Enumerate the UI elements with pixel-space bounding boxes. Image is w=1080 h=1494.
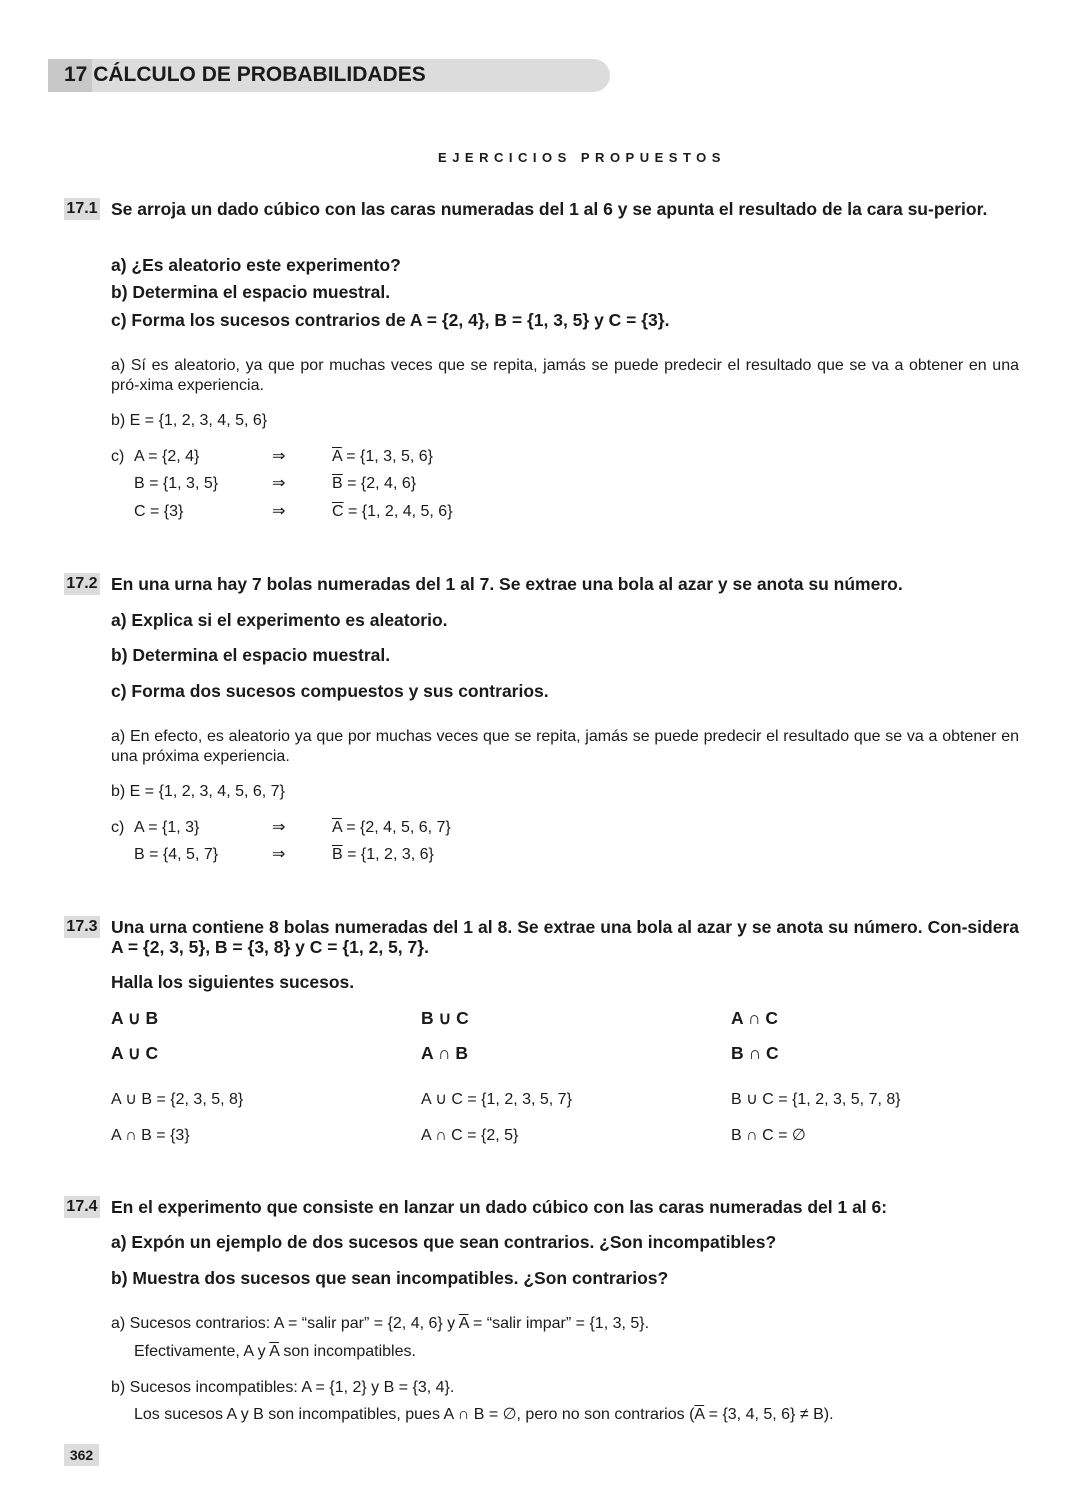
complement-symbol: $\overline{A}$ <box>269 1343 279 1360</box>
complement-symbol: $\overline{B}$ <box>332 475 343 492</box>
answer-b: b) Sucesos incompatibles: A = {1, 2} y B = {3, 4}. <box>111 1379 455 1396</box>
implies-arrow: ⇒ <box>272 846 286 863</box>
set-result: A ∪ B = {2, 3, 5, 8} <box>111 1091 244 1108</box>
answer-a <box>111 1314 649 1334</box>
exercise-statement: Se arroja un dado cúbico con las caras numeradas del 1 al 6 y se apunta el resultado de la cara su-perior. <box>111 199 988 219</box>
set-definition: A = {2, 4} <box>134 448 200 465</box>
answer-text: = {3, 4, 5, 6} ≠ B). <box>704 1406 834 1423</box>
answer-text: a) Sucesos contrarios: A = “salir par” = {2, 4, 6} y <box>111 1315 459 1332</box>
complement-symbol: $\overline{C}$ <box>332 503 344 520</box>
implies-arrow: ⇒ <box>272 448 286 465</box>
complement-value: = {1, 2, 4, 5, 6} <box>343 503 453 520</box>
set-result: B ∩ C = ∅ <box>731 1127 806 1144</box>
exercise-number: 17.4 <box>64 1196 100 1218</box>
set-operation: A ∪ C <box>111 1043 159 1063</box>
question-b: b) Determina el espacio muestral. <box>111 645 391 665</box>
answer-b-conclusion <box>134 1405 834 1425</box>
instruction: Halla los siguientes sucesos. <box>111 972 355 992</box>
implies-arrow: ⇒ <box>272 503 286 520</box>
exercise-number: 17.2 <box>64 573 100 595</box>
set-result: A ∪ C = {1, 2, 3, 5, 7} <box>421 1091 572 1108</box>
complement-set <box>332 474 416 494</box>
question-b: b) Determina el espacio muestral. <box>111 282 391 302</box>
set-operation: B ∩ C <box>731 1043 779 1063</box>
question-c: c) Forma dos sucesos compuestos y sus contrarios. <box>111 681 549 701</box>
complement-symbol: $\overline{A}$ <box>332 448 342 465</box>
question-a: a) Explica si el experimento es aleatorio. <box>111 610 448 630</box>
exercise-statement: Una urna contiene 8 bolas numeradas del 1 al 8. Se extrae una bola al azar y se anota su número. Con-sidera A = {2, 3, 5}, B = {3, 8} y C = {1, 2, 5, 7}. <box>111 917 1019 957</box>
answer-text: Efectivamente, A y <box>134 1343 270 1360</box>
exercise-statement: En una urna hay 7 bolas numeradas del 1 al 7. Se extrae una bola al azar y se anota su número. <box>111 574 903 594</box>
implies-arrow: ⇒ <box>272 819 286 836</box>
exercise-statement: En el experimento que consiste en lanzar un dado cúbico con las caras numeradas del 1 al 6: <box>111 1197 888 1217</box>
question-a: a) ¿Es aleatorio este experimento? <box>111 255 401 275</box>
exercise-number: 17.1 <box>64 198 100 220</box>
set-result: B ∪ C = {1, 2, 3, 5, 7, 8} <box>731 1091 901 1108</box>
answer-text: = “salir impar” = {1, 3, 5}. <box>468 1315 650 1332</box>
answer-b: b) E = {1, 2, 3, 4, 5, 6} <box>111 412 268 429</box>
complement-value: = {2, 4, 6} <box>342 475 417 492</box>
complement-symbol: $\overline{A}$ <box>694 1406 705 1423</box>
set-definition: A = {1, 3} <box>134 819 200 836</box>
implies-arrow: ⇒ <box>272 475 286 492</box>
answer-text: Los sucesos A y B son incompatibles, pues A ∩ B = ∅, pero no son contrarios ( <box>134 1406 695 1423</box>
complement-symbol: $\overline{A}$ <box>458 1315 469 1332</box>
question-a: a) Expón un ejemplo de dos sucesos que sean contrarios. ¿Son incompatibles? <box>111 1232 777 1252</box>
answer-a: a) En efecto, es aleatorio ya que por muchas veces que se repita, jamás se puede predecir el resultado que se va a obtener en una próxima experiencia. <box>111 728 1019 765</box>
set-operation: A ∪ B <box>111 1008 159 1028</box>
answer-c-label: c) <box>111 448 125 465</box>
set-definition: B = {4, 5, 7} <box>134 846 219 863</box>
answer-a: a) Sí es aleatorio, ya que por muchas veces que se repita, jamás se puede predecir el resultado que se va a obtener en una pró-xima experiencia. <box>111 357 1019 394</box>
complement-set <box>332 845 434 865</box>
complement-value: = {2, 4, 5, 6, 7} <box>341 819 451 836</box>
answer-c-label: c) <box>111 819 125 836</box>
set-operation: A ∩ B <box>421 1043 468 1063</box>
complement-symbol: $\overline{A}$ <box>332 819 342 836</box>
question-c: c) Forma los sucesos contrarios de A = {2, 4}, B = {1, 3, 5} y C = {3}. <box>111 310 670 330</box>
exercise-number: 17.3 <box>64 916 100 938</box>
answer-a-conclusion <box>134 1342 416 1362</box>
complement-set <box>332 447 433 467</box>
complement-symbol: $\overline{B}$ <box>332 846 343 863</box>
section-title: EJERCICIOS PROPUESTOS <box>438 150 726 165</box>
chapter-title <box>64 61 426 89</box>
answer-b: b) E = {1, 2, 3, 4, 5, 6, 7} <box>111 783 285 800</box>
complement-value: = {1, 3, 5, 6} <box>341 448 433 465</box>
complement-set <box>332 818 451 838</box>
set-definition: B = {1, 3, 5} <box>134 475 219 492</box>
page-number: 362 <box>64 1444 99 1466</box>
set-result: A ∩ C = {2, 5} <box>421 1127 519 1144</box>
set-operation: B ∪ C <box>421 1008 469 1028</box>
set-result: A ∩ B = {3} <box>111 1127 190 1144</box>
set-operation: A ∩ C <box>731 1008 778 1028</box>
complement-set <box>332 502 453 522</box>
chapter-title-text: CÁLCULO DE PROBABILIDADES <box>93 63 426 86</box>
answer-text: son incompatibles. <box>278 1343 416 1360</box>
chapter-number: 17 <box>64 63 88 86</box>
complement-value: = {1, 2, 3, 6} <box>342 846 434 863</box>
question-b: b) Muestra dos sucesos que sean incompatibles. ¿Son contrarios? <box>111 1268 669 1288</box>
set-definition: C = {3} <box>134 503 184 520</box>
